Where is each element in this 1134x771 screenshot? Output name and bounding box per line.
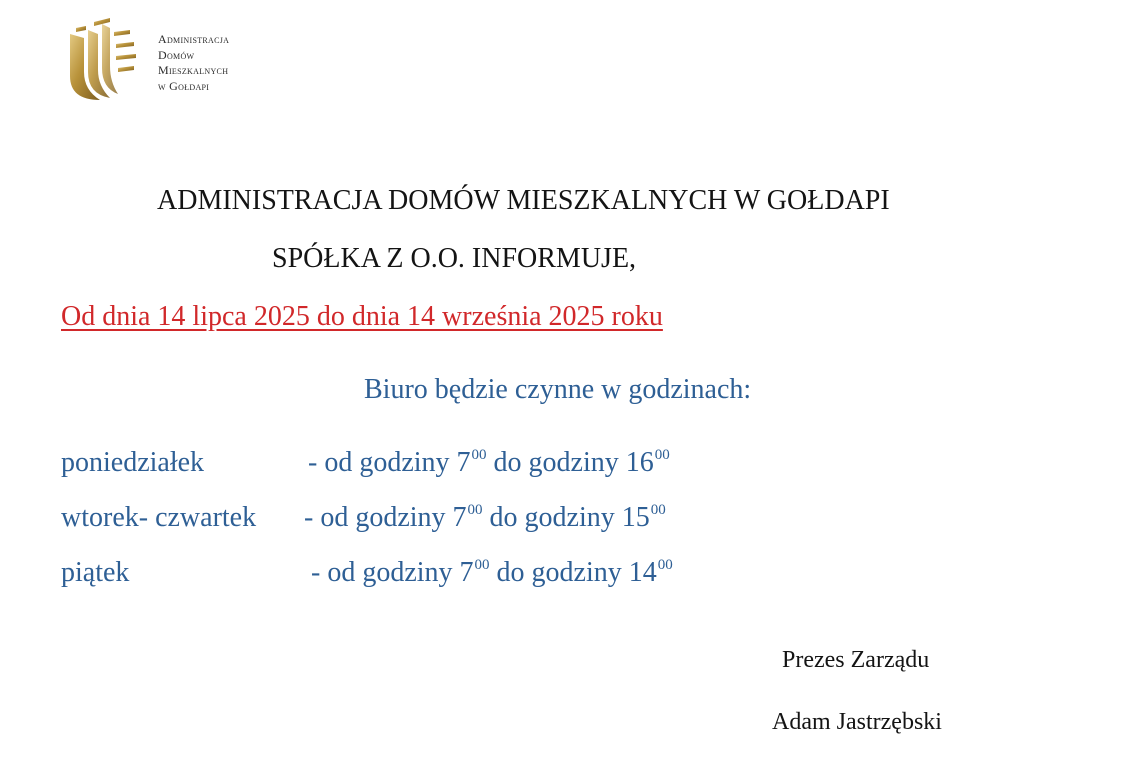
logo-line: Domów <box>158 47 195 62</box>
hours-intro: Biuro będzie czynne w godzinach: <box>364 374 752 405</box>
hours-to-minutes: 00 <box>650 502 666 518</box>
notice-heading-line1: ADMINISTRACJA DOMÓW MIESZKALNYCH W GOŁDAPI <box>157 185 890 216</box>
hours-to-minutes: 00 <box>657 557 673 573</box>
notice-heading-line2: SPÓŁKA Z O.O. INFORMUJE, <box>272 243 637 274</box>
schedule-day: wtorek- czwartek <box>61 502 257 533</box>
hours-from-minutes: 00 <box>467 502 483 518</box>
hours-to: do godziny 15 <box>482 502 650 533</box>
gold-building-emblem-icon <box>64 14 144 104</box>
hours-to: do godziny 16 <box>486 447 654 478</box>
hours-from: - od godziny 7 <box>308 447 471 478</box>
schedule-day: poniedziałek <box>61 447 205 478</box>
company-logo <box>64 14 284 106</box>
hours-from-minutes: 00 <box>471 447 487 463</box>
hours-from-minutes: 00 <box>474 557 490 573</box>
logo-wordmark <box>158 32 229 94</box>
logo-line: Administracja <box>158 32 230 46</box>
hours-to: do godziny 14 <box>489 557 657 588</box>
schedule-hours <box>308 447 670 479</box>
schedule-day: piątek <box>61 557 130 588</box>
hours-from: - od godziny 7 <box>304 502 467 533</box>
hours-to-minutes: 00 <box>654 447 670 463</box>
logo-line: Mieszkalnych <box>158 63 229 77</box>
signature-role: Prezes Zarządu <box>782 647 930 673</box>
schedule-hours <box>304 502 666 534</box>
hours-from: - od godziny 7 <box>311 557 474 588</box>
validity-period: Od dnia 14 lipca 2025 do dnia 14 września 2025 roku <box>61 301 663 332</box>
logo-line: w Gołdapi <box>158 78 210 93</box>
schedule-hours <box>311 557 673 589</box>
signature-name: Adam Jastrzębski <box>772 709 942 735</box>
